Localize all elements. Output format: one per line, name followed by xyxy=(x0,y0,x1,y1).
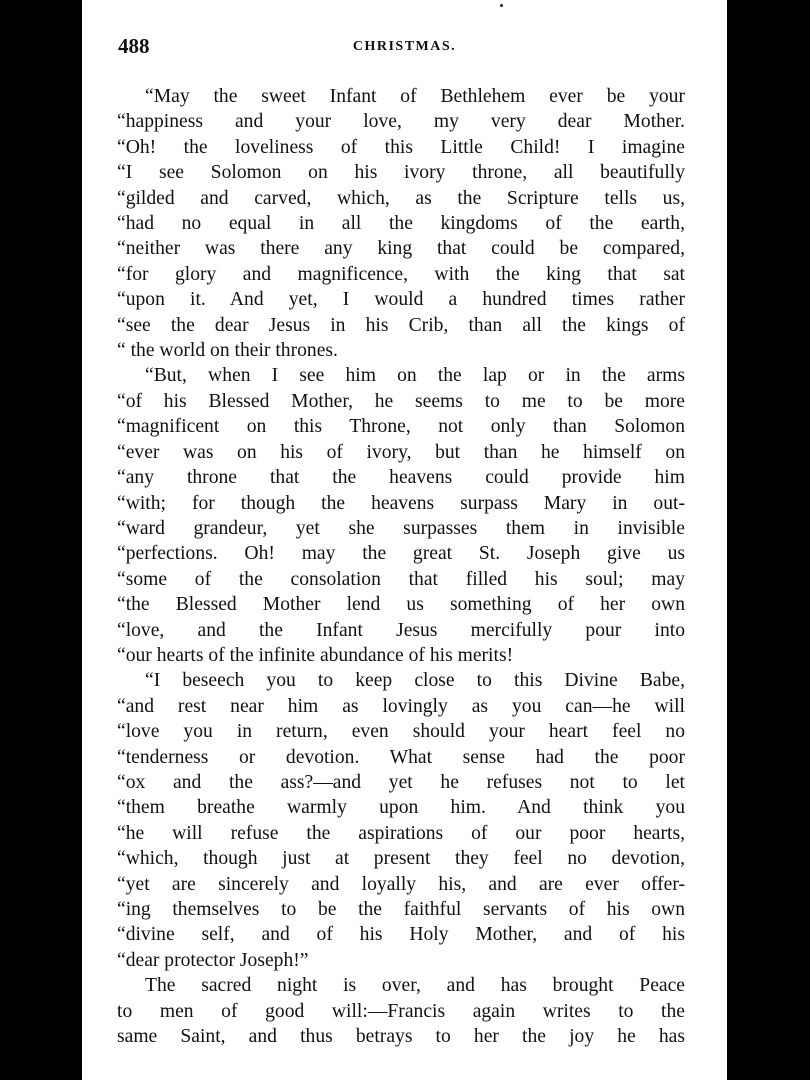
text-line: “divine self, and of his Holy Mother, and of his xyxy=(117,924,685,946)
text-line: “dear protector Joseph!” xyxy=(117,949,309,971)
text-line: “ox and the ass?—and yet he refuses not to let xyxy=(117,771,685,793)
text-line: “Oh! the loveliness of this Little Child! I imagine xyxy=(117,136,685,158)
text-line: “some of the consolation that filled his soul; may xyxy=(117,568,685,590)
text-line: “love you in return, even should your heart feel no xyxy=(117,721,685,743)
text-line: “ever was on his of ivory, but than he himself on xyxy=(117,441,685,463)
text-line: “our hearts of the infinite abundance of his merits! xyxy=(117,644,514,666)
text-line: “May the sweet Infant of Bethlehem ever be your xyxy=(145,86,685,107)
text-line: “yet are sincerely and loyally his, and are ever offer- xyxy=(117,873,685,895)
text-line: “I beseech you to keep close to this Divine Babe, xyxy=(145,670,685,692)
text-line: “them breathe warmly upon him. And think you xyxy=(117,797,685,819)
text-line: “But, when I see him on the lap or in the arms xyxy=(145,365,685,387)
text-line: “happiness and your love, my very dear Mother. xyxy=(117,111,685,133)
text-line: “ing themselves to be the faithful servants of his own xyxy=(117,899,685,920)
text-line: “I see Solomon on his ivory throne, all beautifully xyxy=(117,162,685,184)
text-line: “perfections. Oh! may the great St. Joseph give us xyxy=(117,543,685,565)
text-line: “with; for though the heavens surpass Mary in out- xyxy=(117,492,685,514)
running-title: CHRISTMAS. xyxy=(352,39,457,54)
text-line: “tenderness or devotion. What sense had the poor xyxy=(117,746,685,768)
text-line: “any throne that the heavens could provide him xyxy=(117,467,685,489)
print-speck xyxy=(500,4,503,7)
text-line: “and rest near him as lovingly as you can—he will xyxy=(117,695,685,717)
text-line: “gilded and carved, which, as the Scripture tells us, xyxy=(117,187,685,209)
text-line: “ward grandeur, yet she surpasses them in invisible xyxy=(117,517,685,539)
text-line: “which, though just at present they feel no devotion, xyxy=(117,848,685,870)
text-line: “had no equal in all the kingdoms of the earth, xyxy=(117,213,685,235)
text-line: “love, and the Infant Jesus mercifully pour into xyxy=(117,619,685,641)
text-line: same Saint, and thus betrays to her the joy he has xyxy=(117,1026,685,1048)
text-line: “ the world on their thrones. xyxy=(117,340,338,362)
text-line: “upon it. And yet, I would a hundred times rather xyxy=(117,289,685,311)
book-page xyxy=(82,0,727,1080)
text-line: “he will refuse the aspirations of our poor hearts, xyxy=(117,822,685,844)
text-line: “of his Blessed Mother, he seems to me to be more xyxy=(117,390,685,412)
text-line: “for glory and magnificence, with the king that sat xyxy=(117,263,685,285)
body-text xyxy=(117,84,685,1049)
text-line: “magnificent on this Throne, not only than Solomon xyxy=(117,416,685,438)
text-line: “neither was there any king that could be compared, xyxy=(117,238,685,260)
text-line: “see the dear Jesus in his Crib, than all the kings of xyxy=(117,314,685,336)
text-line: “the Blessed Mother lend us something of her own xyxy=(117,594,685,616)
text-line: The sacred night is over, and has brought Peace xyxy=(145,975,685,997)
text-line: to men of good will:—Francis again writes to the xyxy=(117,1000,685,1022)
page-number: 488 xyxy=(118,34,150,58)
running-head xyxy=(118,34,691,60)
